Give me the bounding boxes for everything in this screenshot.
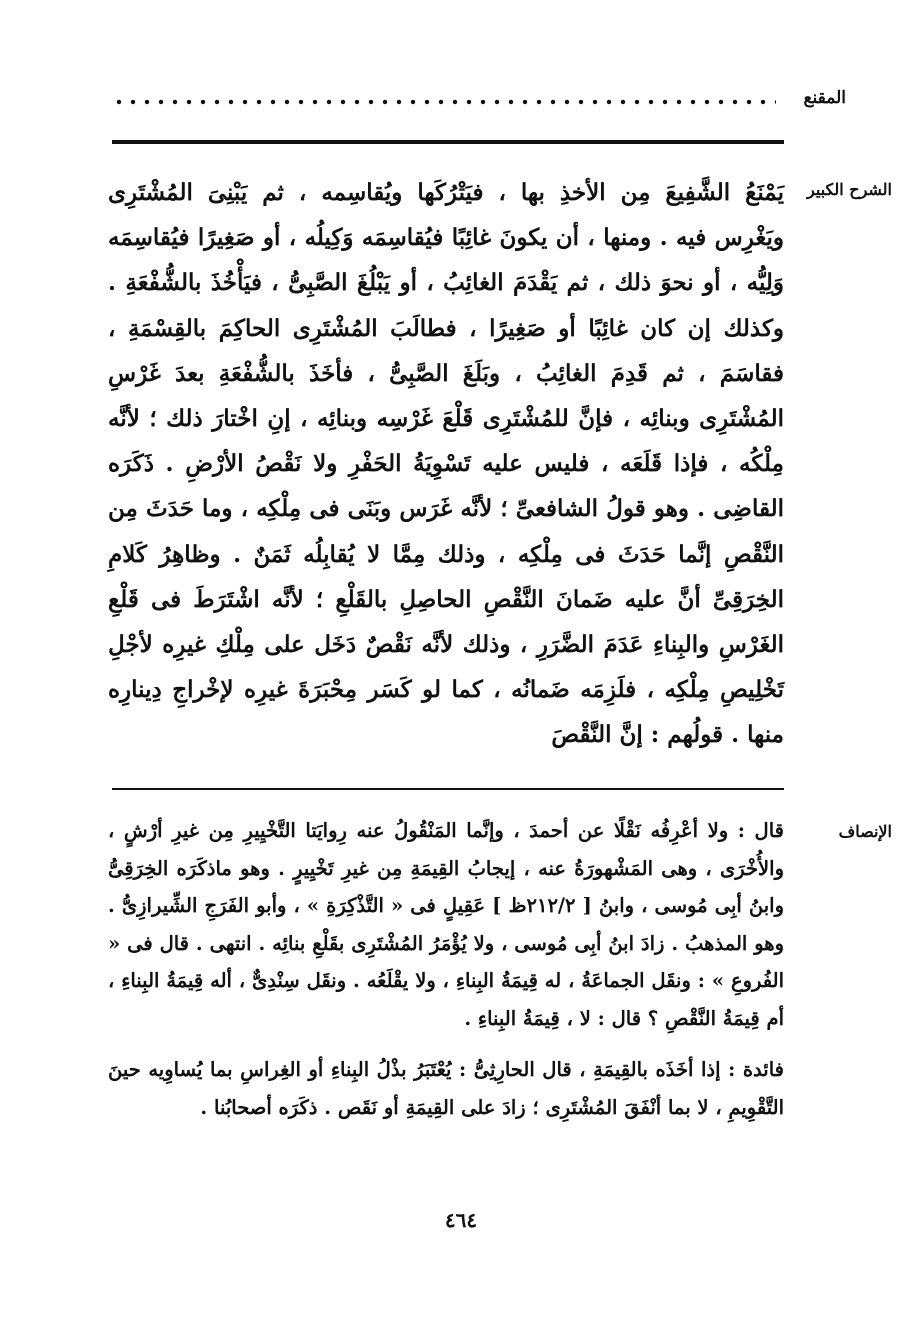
insaf-body [108, 812, 784, 1126]
insaf-section-label: الإنصاف [838, 822, 892, 841]
insaf-paragraph: قال : ولا أعْرِفُه نَقْلًا عن أحمدَ ، وإنَّما المَنْقُولُ عنه رِوايَتا التَّخْيِيرِ مِن غيرِ أرْشٍ ، والأُخْرَى ، وهى المَشْهورَةُ عنه ، إيجابُ القِيمَةِ مِن غيرِ تَخْيِيرٍ . وهو ماذكَرَه الخِرَقِىُّ وابنُ أبِى مُوسى ، وابنُ [ ٢١٢/٢ظ ] عَقِيلٍ فى « التَّذْكِرَةِ » ، وأبو الفَرَجِ الشِّيرازِىُّ . وهو المذهبُ . زادَ ابنُ أبِى مُوسى ، ولا يُؤْمَرُ المُشْتَرِى بقَلْعِ بنائِه . انتهى . قال فى « الفُروعِ » : ونقَل الجماعَةُ ، له قِيمَةُ البِناءِ ، ولا يقْلَعُه . ونقَل سِنْدِىٌّ ، أله قِيمَةُ البِناءِ ، أم قِيمَةُ النَّقْصِ ؟ قال : لا ، قِيمَةُ البِناءِ . [108, 819, 784, 1030]
faida-text: : إذا أخَذَه بالقِيمَةِ ، قال الحارِثِىُّ : يُعْتَبَرُ بذْلُ البِناءِ أو الغِراسِ بما يُساوِيه حينَ التَّقْوِيمِ ، لا بما أنْفَقَ المُشْتَرِى ؛ زادَ على القِيمَةِ أو نَقَص . ذكَرَه أصحابُنا . [108, 1058, 784, 1119]
sharh-paragraph: يَمْنَعُ الشَّفِيعَ مِن الأخذِ بها ، فيَتْرُكَها ويُقاسِمه ، ثم يَبْنِىَ المُشْتَرِى ويَغْرِس فيه . ومنها ، أن يكونَ غائِبًا فيُقاسِمَه وَكِيلُه ، أو صَغِيرًا فيُقاسِمَه وَلِيُّه ، أو نحوَ ذلك ، ثم يَقْدَمَ الغائِبُ ، أو يَبْلُغَ الصَّبِىُّ ، فيَأْخُذَ بالشُّفْعَةِ . وكذلك إن كان غائِبًا أو صَغِيرًا ، فطالَبَ المُشْتَرِى الحاكِمَ بالقِسْمَةِ ، فقاسَمَ ، ثم قَدِمَ الغائِبُ ، وبَلَغَ الصَّبِىُّ ، فأخَذَ بالشُّفْعَةِ بعدَ غَرْسِ المُشْتَرِى وبنائِه ، فإنَّ للمُشْتَرِى قَلْعَ غَرْسِه وبنائِه ، إنِ اخْتارَ ذلك ؛ لأنَّه مِلْكُه ، فإذا قَلَعَه ، فليس عليه تَسْوِيَةُ الحَفْرِ ولا نَقْصُ الأرْضِ . ذَكَرَه القاضِى . وهو قولُ الشافعىِّ ؛ لأنَّه غَرَس وبَنَى فى مِلْكِه ، وما حَدَثَ مِن النَّقْصِ إنَّما حَدَثَ فى مِلْكِه ، وذلك مِمَّا لا يُقابِلُه ثَمَنٌ . وظاهِرُ كَلامِ الخِرَقِىِّ أنَّ عليه ضَمانَ النَّقْصِ الحاصِلِ بالقَلْعِ ؛ لأنَّه اشْتَرَطَ فى قَلْعِ الغَرْسِ والبِناءِ عَدَمَ الضَّرَرِ ، وذلك لأنَّه نَقْصٌ دَخَل على مِلْكِ غيرِه لأجْلِ تَخْلِيصِ مِلْكِه ، فلَزِمَه ضَمانُه ، كما لو كَسَر مِحْبَرَةَ غيرِه لإخْراجِ دِينارِه منها . قولُهم : إنَّ النَّقْصَ [108, 179, 784, 749]
section-divider [112, 788, 784, 790]
sharh-body [108, 170, 784, 758]
sharh-section-label: الشرح الكبير [807, 180, 892, 199]
running-header-title: المقنع [803, 88, 846, 108]
page-number: ٤٦٤ [444, 1208, 478, 1232]
faida-paragraph [108, 1051, 784, 1126]
header-rule [112, 140, 784, 144]
header-dotted-line [112, 96, 776, 108]
faida-label: فائدة [742, 1058, 784, 1081]
